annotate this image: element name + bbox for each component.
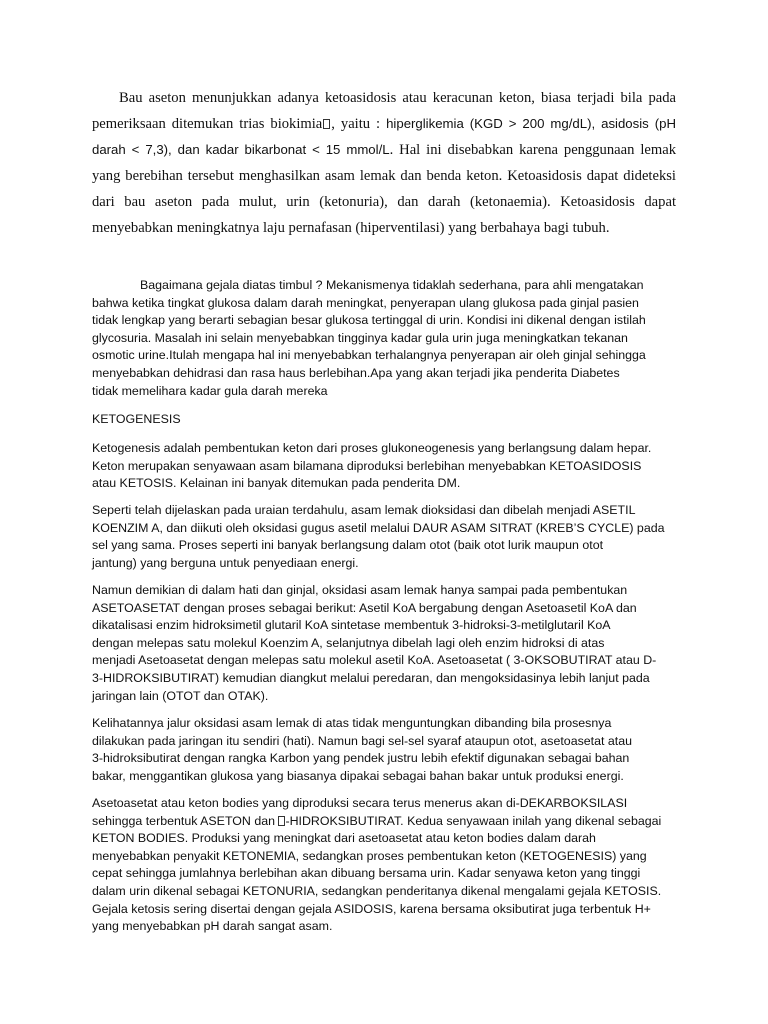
p5-line: dengan melepas satu molekul Koenzim A, selanjutnya dibelah lagi oleh enzim hidroksi di atas — [92, 635, 605, 650]
p4-line: KOENZIM A, dan diikuti oleh oksidasi gugus asetil melalui DAUR ASAM SITRAT (KREB’S CYCLE) pada — [92, 520, 665, 535]
p6-line: bakar, menggantikan glukosa yang biasanya dipakai sebagai bahan bakar untuk produksi energi. — [92, 768, 624, 783]
paragraph-keton-bodies — [92, 795, 682, 936]
p6-line: Kelihatannya jalur oksidasi asam lemak di atas tidak menguntungkan dibanding bila prosesnya — [92, 716, 612, 730]
p5-line: menjadi Asetoasetat dengan melepas satu molekul asetil KoA. Asetoasetat ( 3-OKSOBUTIRAT atau D- — [92, 653, 657, 668]
p7-line: dalam urin dikenal sebagai KETONURIA, sedangkan penderitanya dikenal mengalami gejala KETOSIS. — [92, 883, 662, 898]
p4-line: sel yang sama. Proses seperti ini banyak berlangsung dalam otot (baik otot lurik maupun otot — [92, 538, 604, 553]
p5-line: jaringan lain (OTOT dan OTAK). — [92, 688, 269, 703]
p5-line: dikatalisasi enzim hidroksimetil glutaril KoA sintetase membentuk 3-hidroksi-3-metilglutaril KoA — [92, 618, 611, 633]
p7-line: KETON BODIES. Produksi yang meningkat dari asetoasetat atau keton bodies dalam darah — [92, 831, 596, 846]
p7-line: Asetoasetat atau keton bodies yang diproduksi secara terus menerus akan di-DEKARBOKSILASI — [92, 796, 628, 810]
paragraph-asetoasetat — [92, 582, 682, 705]
p4-line: jantung) yang berguna untuk penyediaan energi. — [92, 555, 359, 570]
p7-line-part: -HIDROKSIBUTIRAT. Kedua senyawaan inilah yang dikenal sebagai — [285, 813, 662, 828]
p5-line: 3-HIDROKSIBUTIRAT) kemudian diangkut melalui peredaran, dan mengoksidasinya lebih lanjut pada — [92, 670, 650, 685]
p2-line: tidak lengkap yang berarti sebagian besar glukosa tertinggal di urin. Kondisi ini dikenal dengan istilah — [92, 313, 646, 328]
p1-text-a: Bau aseton menunjukkan adanya ketoasidosis atau keracunan keton, biasa terjadi bila pada pemeriksaan ditemukan trias biokimia — [92, 90, 676, 132]
p4-line: Seperti telah dijelaskan pada uraian terdahulu, asam lemak dioksidasi dan dibelah menjadi ASETIL — [92, 503, 636, 517]
p7-line: Gejala ketosis sering disertai dengan gejala ASIDOSIS, karena bersama oksibutirat juga terbentuk H+ — [92, 901, 651, 916]
p2-line: osmotic urine.Itulah mengapa hal ini menyebabkan terhalangnya penyerapan air oleh ginjal sehingga — [92, 348, 646, 363]
paragraph-jalur-oksidasi — [92, 715, 682, 785]
p7-line — [92, 813, 682, 831]
p6-line: dilakukan pada jaringan itu sendiri (hati). Namun bagi sel-sel syaraf ataupun otot, asetoasetat atau — [92, 733, 633, 748]
paragraph-ketoasidosis — [92, 85, 676, 241]
p6-line: 3-hidroksibutirat dengan rangka Karbon yang pendek justru lebih efektif digunakan sebagai bahan — [92, 751, 630, 766]
paragraph-gejala — [92, 277, 682, 400]
p7-line: yang menyebabkan pH darah sangat asam. — [92, 919, 333, 934]
p2-line: Bagaimana gejala diatas timbul ? Mekanismenya tidaklah sederhana, para ahli mengatakan — [140, 278, 644, 292]
p2-line: bahwa ketika tingkat glukosa dalam darah meningkat, penyerapan ulang glukosa pada ginjal pasien — [92, 295, 639, 310]
p3-line: Keton merupakan senyawaan asam bilamana diproduksi berlebihan menyebabkan KETOASIDOSIS — [92, 458, 642, 473]
p1-text-b: , yaitu : — [331, 116, 387, 132]
p5-line: ASETOASETAT dengan proses sebagai berikut: Asetil KoA bergabung dengan Asetoasetil KoA dan — [92, 600, 637, 615]
section-heading-ketogenesis: KETOGENESIS — [92, 412, 181, 426]
p3-line: atau KETOSIS. Kelainan ini banyak ditemukan pada penderita DM. — [92, 476, 461, 491]
p7-line: menyebabkan penyakit KETONEMIA, sedangkan proses pembentukan keton (KETOGENESIS) yang — [92, 848, 647, 863]
p2-line: glycosuria. Masalah ini selain menyebabkan tingginya kadar gula urin juga meningkatkan tekanan — [92, 330, 628, 345]
p2-line: menyebabkan dehidrasi dan rasa haus berlebihan.Apa yang akan terjadi jika penderita Diabetes — [92, 365, 620, 380]
p7-line: cepat sehingga jumlahnya berlebihan akan dibuang bersama urin. Kadar senyawa keton yang tinggi — [92, 866, 641, 881]
p5-line: Namun demikian di dalam hati dan ginjal, oksidasi asam lemak hanya sampai pada pembentukan — [92, 583, 628, 597]
paragraph-ketogenesis-definition — [92, 440, 682, 493]
p3-line: Ketogenesis adalah pembentukan keton dari proses glukoneogenesis yang berlangsung dalam hepar. — [92, 441, 652, 455]
p1-text-c: . Hal ini disebabkan karena penggunaan lemak yang berebihan tersebut menghasilkan asam lemak dan benda keton. Ketoasidosis dapat dideteksi dari bau aseton pada mulut, urin (ketonuria), dan darah (ketonaemia). Ketoasidosis dapat menyebabkan meningkatnya laju pernafasan (hiperventilasi) yang berbahaya bagi tubuh. — [92, 142, 676, 236]
missing-glyph-icon — [323, 119, 330, 129]
p1-text-criteria: hiperglikemia (KGD > 200 mg/dL), asidosis (pH darah < 7,3), dan kadar bikarbonat < 15 mmol/L — [92, 116, 676, 157]
p7-line-part: sehingga terbentuk ASETON dan — [92, 813, 279, 828]
p2-line: tidak memelihara kadar gula darah mereka — [92, 383, 328, 398]
paragraph-asetil-koenzim — [92, 502, 682, 572]
